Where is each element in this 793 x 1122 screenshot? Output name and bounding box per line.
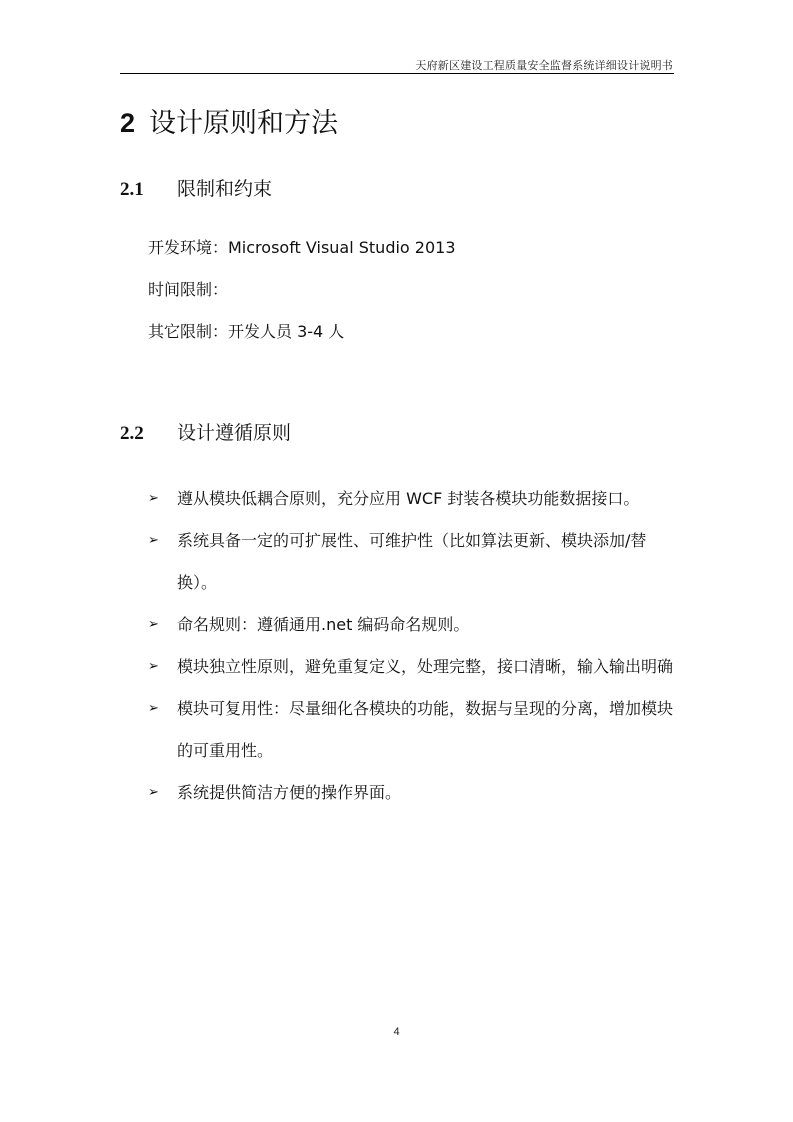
arrow-bullet-icon: ➢ [148, 659, 159, 674]
list-item [148, 772, 676, 814]
section-title: 设计遵循原则 [177, 422, 292, 444]
design-principles-list [148, 478, 676, 814]
section-number: 2.1 [120, 179, 144, 200]
arrow-bullet-icon: ➢ [148, 785, 159, 800]
chapter-number: 2 [120, 108, 136, 138]
list-item [148, 688, 676, 772]
list-item-text: 命名规则：遵循通用.net 编码命名规则。 [177, 615, 470, 634]
header-divider [120, 73, 674, 74]
list-item [148, 646, 676, 688]
arrow-bullet-icon: ➢ [148, 617, 159, 632]
paragraph-dev-environment: 开发环境：Microsoft Visual Studio 2013 [148, 238, 456, 257]
arrow-bullet-icon: ➢ [148, 533, 159, 548]
page-number: 4 [393, 1026, 400, 1038]
section-title: 限制和约束 [177, 178, 273, 200]
paragraph-time-limit: 时间限制： [148, 280, 229, 299]
list-item-text: 模块独立性原则，避免重复定义，处理完整，接口清晰，输入输出明确 [177, 657, 674, 676]
list-item-text: 模块可复用性：尽量细化各模块的功能，数据与呈现的分离，增加模块的可重用性。 [177, 699, 674, 760]
running-header: 天府新区建设工程质量安全监督系统详细设计说明书 [415, 59, 673, 72]
list-item [148, 604, 676, 646]
chapter-title-text: 设计原则和方法 [149, 108, 339, 139]
arrow-bullet-icon: ➢ [148, 491, 159, 506]
list-item-text: 系统具备一定的可扩展性、可维护性（比如算法更新、模块添加/替换）。 [177, 531, 647, 592]
paragraph-other-limits: 其它限制：开发人员 3-4 人 [148, 322, 345, 341]
section-number: 2.2 [120, 423, 144, 444]
list-item [148, 478, 676, 520]
chapter-heading [120, 104, 338, 143]
section-heading-2-2 [120, 420, 291, 447]
list-item [148, 520, 676, 604]
list-item-text: 遵从模块低耦合原则，充分应用 WCF 封装各模块功能数据接口。 [177, 489, 640, 508]
section-heading-2-1 [120, 176, 272, 203]
list-item-text: 系统提供简洁方便的操作界面。 [177, 783, 402, 802]
arrow-bullet-icon: ➢ [148, 701, 159, 716]
